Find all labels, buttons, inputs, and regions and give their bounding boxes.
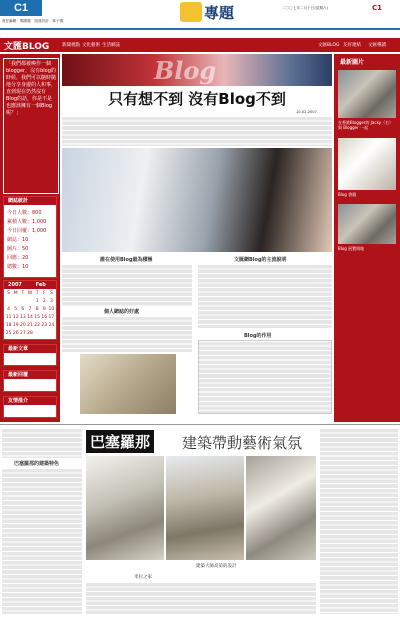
section-title: 專題: [204, 4, 235, 22]
subhead-4: Blog的作用: [244, 333, 272, 339]
book-photo: [80, 354, 176, 414]
caption-right: 米拉之家: [134, 575, 152, 580]
calendar-weekday: S: [7, 291, 10, 296]
calendar-day[interactable]: 2: [42, 299, 46, 304]
stats-box: [3, 196, 57, 278]
calendar-day[interactable]: 14: [27, 315, 33, 320]
calendar-day[interactable]: 5: [14, 307, 18, 312]
calendar-day: [5, 299, 12, 307]
article-intro-text: [62, 116, 332, 146]
calendar-day[interactable]: 6: [21, 307, 25, 312]
stats-title: 網誌統計: [4, 197, 56, 205]
bottom-left-text-top: [2, 428, 82, 458]
nav-right-1[interactable]: 文匯BLOG: [318, 43, 340, 48]
subhead-1: 誰在使用Blog最為積極: [100, 257, 153, 263]
subhead-3: 個人網誌的好處: [104, 309, 140, 315]
bottom-right-text: [320, 428, 398, 614]
right-caption-1: 在香港Blogger的 Jacky（右）與 Blogger 一起: [338, 120, 394, 130]
main-article-photo: [62, 148, 332, 252]
stat-6: 總數：10: [7, 264, 29, 270]
article-col-1b: [62, 316, 192, 352]
blog-banner-image: [62, 54, 332, 86]
right-panel: [334, 54, 400, 422]
calendar-week-row: [5, 323, 55, 331]
nav-right-2[interactable]: 友好連結: [343, 43, 361, 48]
page-code-box: C1: [0, 0, 42, 16]
bottom-mid-text: [86, 582, 316, 614]
section-nav-bar: [0, 38, 400, 52]
right-panel-title: 最新圖片: [340, 59, 365, 66]
latest-replies-box[interactable]: [3, 370, 57, 392]
calendar-day[interactable]: 11: [5, 315, 12, 320]
bottom-left-text: [2, 468, 82, 614]
calendar-day[interactable]: 4: [7, 307, 10, 312]
calendar-weekday: M: [13, 291, 18, 296]
stat-4: 圖片：50: [7, 246, 29, 252]
calendar-grid: [5, 291, 55, 339]
bottom-left-heading: 巴塞羅那的建築特色: [14, 461, 60, 467]
calendar-day[interactable]: 16: [41, 315, 48, 320]
right-photo-2: [338, 138, 396, 190]
masthead-rule: [0, 28, 400, 30]
calendar-week-row: [5, 315, 55, 323]
intro-box: [3, 58, 59, 194]
latest-replies-button[interactable]: 最新回覆: [4, 371, 56, 379]
bottom-photo-1: [86, 456, 164, 560]
calendar-day[interactable]: 12: [12, 315, 19, 320]
calendar-day[interactable]: 13: [19, 315, 26, 320]
calendar-day: [48, 331, 55, 339]
calendar-day[interactable]: 27: [19, 331, 26, 336]
calendar-day: [41, 331, 48, 339]
calendar-day: [12, 299, 19, 307]
calendar-day: [34, 331, 41, 339]
calendar-year: 2007: [8, 282, 22, 288]
banner-title-right: 建築帶動藝術氣氛: [182, 434, 303, 452]
section-label: 文匯BLOG: [4, 42, 50, 52]
right-panel-blank: [338, 258, 396, 416]
masthead: [0, 0, 400, 30]
right-caption-3: Blog 展覽場地: [338, 246, 365, 251]
calendar-weekday: W: [27, 291, 33, 296]
headline: [62, 88, 332, 108]
article-col-2b: [198, 340, 332, 414]
caption-mid: 建築大師高第的設計: [196, 564, 237, 569]
edition-tag: C1: [372, 4, 383, 12]
stat-3: 網誌：10: [7, 237, 29, 243]
calendar-day[interactable]: 9: [42, 307, 46, 312]
banner-title-left: 巴塞羅那: [86, 430, 154, 453]
calendar-weekday-row: [5, 291, 55, 299]
calendar-day[interactable]: 8: [35, 307, 39, 312]
calendar-weekday: T: [21, 291, 25, 296]
left-sidebar: [0, 54, 60, 422]
calendar-day[interactable]: 10: [48, 307, 55, 312]
calendar-month: Feb: [35, 282, 46, 288]
stat-0: 今日人數：800: [7, 210, 42, 216]
calendar-day[interactable]: 28: [27, 331, 33, 336]
date-line: 二〇〇七年二月十日(星期六): [282, 6, 328, 10]
latest-articles-box[interactable]: [3, 344, 57, 366]
calendar-day[interactable]: 1: [35, 299, 39, 304]
right-caption-2: Blog 書籍: [338, 192, 357, 197]
latest-articles-button[interactable]: 最新文章: [4, 345, 56, 353]
calendar-day[interactable]: 15: [34, 315, 40, 320]
headline-text: 只有想不到 沒有Blog不到: [108, 90, 286, 108]
right-photo-1: [338, 70, 396, 118]
calendar-day[interactable]: 20: [19, 323, 26, 328]
barcelona-banner: [86, 430, 316, 452]
nav-left-1[interactable]: 新聞視點: [62, 43, 80, 48]
calendar-day[interactable]: 24: [48, 323, 55, 328]
calendar-day[interactable]: 25: [5, 331, 12, 336]
nav-right-3[interactable]: 文匯導讀: [368, 43, 386, 48]
bottom-divider: [0, 424, 400, 425]
bottom-photo-2: [166, 456, 244, 560]
calendar-day[interactable]: 18: [5, 323, 12, 328]
stat-2: 今日回覆：1,000: [7, 228, 47, 234]
article-col-2: [198, 264, 332, 328]
calendar-day[interactable]: 19: [12, 323, 19, 328]
calendar-weekday: S: [49, 291, 53, 296]
calendar-week-row: [5, 299, 55, 307]
calendar-day[interactable]: 17: [48, 315, 55, 320]
calendar-weekday: F: [42, 291, 46, 296]
friend-links-button[interactable]: 友情推介: [4, 397, 56, 405]
article-col-1: [62, 264, 192, 306]
subhead-2: 文匯網Blog的主流說明: [234, 257, 287, 263]
masthead-emblem: [180, 2, 202, 22]
stat-5: 回應：20: [7, 255, 29, 261]
stat-1: 累積人數：1,000: [7, 219, 47, 225]
calendar-day[interactable]: 23: [41, 323, 48, 328]
bottom-photo-3: [246, 456, 316, 560]
nav-left-3[interactable]: 生活網誌: [102, 43, 120, 48]
calendar-day[interactable]: 26: [12, 331, 19, 336]
banner-blog-word: Blog: [154, 56, 217, 85]
calendar-weekday: T: [35, 291, 39, 296]
calendar-week-row: [5, 307, 55, 315]
intro-text: 「我們都被喚作一個blogger，沒有blog的時候，我們可以隨時隨地分享身邊的人和事，直到現在仍然沒有Blog的話，你是不是也應該擁有一個Blog呢？」: [6, 61, 57, 116]
calendar-week-row: [5, 331, 55, 339]
calendar-day: [26, 299, 33, 307]
article-date: 10-02-2007: [296, 110, 317, 114]
calendar-day[interactable]: 7: [28, 307, 32, 312]
right-photo-3: [338, 204, 396, 244]
nav-left-2[interactable]: 文化藝術: [82, 43, 100, 48]
calendar-day[interactable]: 22: [34, 323, 40, 328]
calendar-header: [4, 281, 56, 289]
friend-links-box[interactable]: [3, 396, 57, 418]
calendar-day[interactable]: 21: [27, 323, 33, 328]
page-nav-text: 責任編輯：鄭國耀 版面設計：林子揚: [2, 19, 64, 23]
calendar-day[interactable]: 3: [49, 299, 53, 304]
calendar: [3, 280, 57, 340]
calendar-day: [19, 299, 26, 307]
